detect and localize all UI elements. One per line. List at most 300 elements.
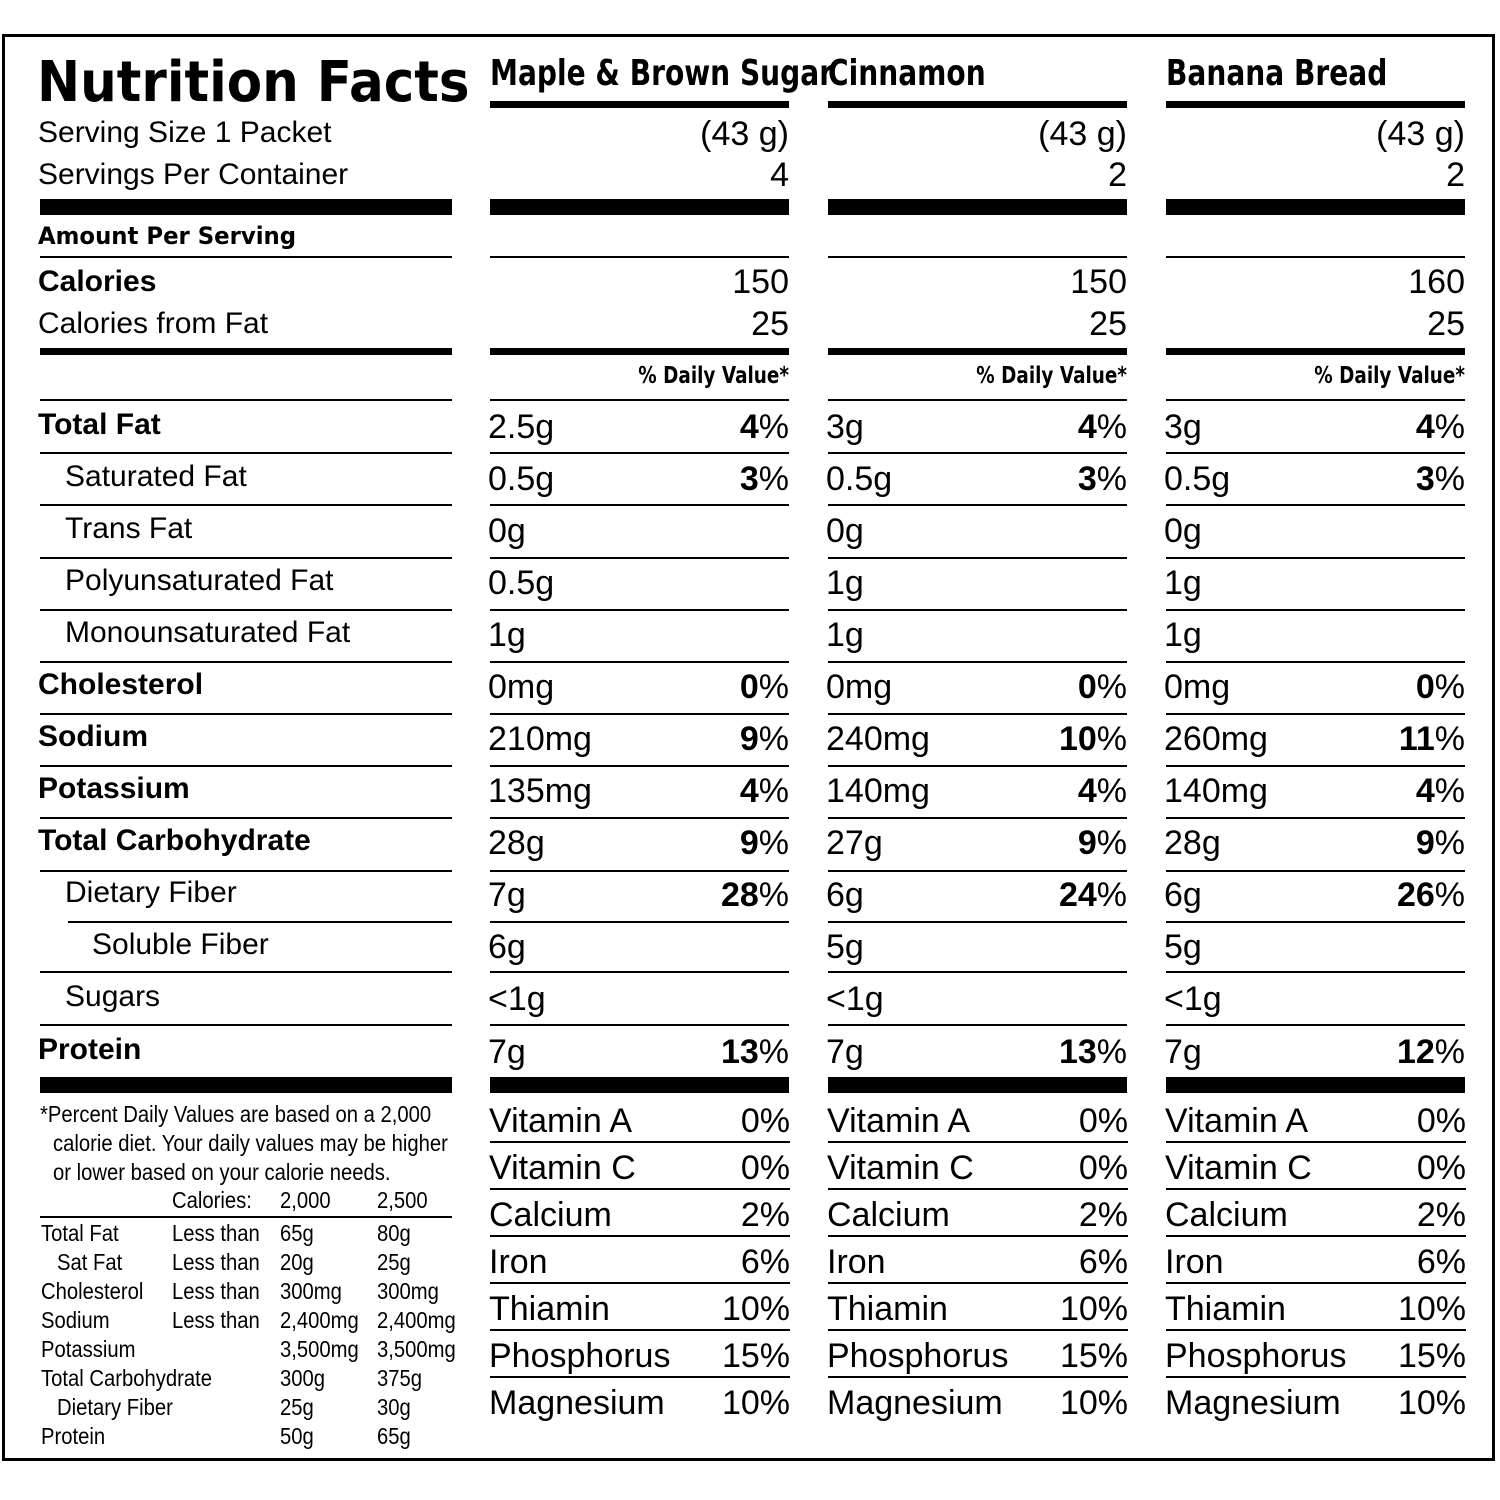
serving-size-label: Serving Size 1 Packet xyxy=(38,116,332,149)
daily-value-percent xyxy=(1166,878,1465,912)
flavor-name: Banana Bread xyxy=(1166,53,1388,94)
daily-value-percent xyxy=(490,410,789,444)
rule-line xyxy=(1166,557,1465,559)
rule-line xyxy=(828,1376,1128,1378)
nutrient-label: Polyunsaturated Fat xyxy=(65,564,334,597)
footnote-nutrient: Cholesterol xyxy=(41,1278,144,1304)
rule-line xyxy=(828,399,1127,401)
percent-sign: % xyxy=(1096,668,1127,706)
daily-value-number: 9 xyxy=(739,720,759,758)
footnote-header-cell: 2,000 xyxy=(280,1187,331,1213)
nutrient-amount: 0g xyxy=(488,512,526,550)
daily-value-percent xyxy=(828,826,1127,860)
vitamin-label: Calcium xyxy=(1165,1196,1288,1234)
vitamin-label: Vitamin A xyxy=(827,1102,971,1140)
rule-line xyxy=(1166,921,1465,923)
nutrient-label: Sugars xyxy=(65,980,161,1013)
rule-line xyxy=(1166,661,1465,663)
rule-line xyxy=(828,256,1127,258)
rule-line xyxy=(40,452,452,454)
rule-line xyxy=(490,452,789,454)
rule-line xyxy=(490,1329,790,1331)
rule-line xyxy=(40,609,452,611)
percent-sign: % xyxy=(1096,460,1127,498)
vitamin-value: 0% xyxy=(1416,1149,1466,1187)
calories-from-fat-label: Calories from Fat xyxy=(38,307,269,340)
daily-value-percent xyxy=(828,878,1127,912)
percent-sign: % xyxy=(758,668,789,706)
nutrient-amount: 7g xyxy=(826,1033,864,1071)
vitamin-label: Phosphorus xyxy=(489,1337,671,1375)
nutrient-amount: 140mg xyxy=(1164,772,1268,810)
daily-value-number: 4 xyxy=(1077,772,1097,810)
daily-value-percent xyxy=(1166,410,1465,444)
rule-line xyxy=(40,661,452,663)
footnote-header-cell: Calories: xyxy=(172,1187,252,1213)
amount-per-serving-label: Amount Per Serving xyxy=(38,222,297,250)
daily-value-percent xyxy=(1166,670,1465,704)
rule-line xyxy=(490,1188,790,1190)
footnote-value-2000: 2,400mg xyxy=(280,1307,359,1333)
footnote-qualifier: Less than xyxy=(172,1220,260,1246)
footnote-value-2500: 375g xyxy=(377,1365,423,1391)
rule-line xyxy=(828,1024,1127,1026)
nutrient-amount: 7g xyxy=(488,1033,526,1071)
rule-line xyxy=(828,557,1127,559)
nutrient-amount: 6g xyxy=(488,928,526,966)
rule-line xyxy=(40,557,452,559)
daily-value-header: % Daily Value* xyxy=(1314,363,1465,389)
calories-value: 160 xyxy=(1408,263,1465,301)
footnote-value-2500: 65g xyxy=(377,1423,411,1449)
rule-line xyxy=(40,971,452,973)
footnote-qualifier: Less than xyxy=(172,1307,260,1333)
nutrient-amount: 260mg xyxy=(1164,720,1268,758)
nutrient-label: Trans Fat xyxy=(65,512,193,545)
rule-line xyxy=(40,399,452,401)
vitamin-label: Phosphorus xyxy=(827,1337,1009,1375)
nutrient-amount: 1g xyxy=(1164,616,1202,654)
rule-line xyxy=(1166,1024,1465,1026)
nutrient-amount: 1g xyxy=(826,616,864,654)
rule-line xyxy=(828,1141,1128,1143)
footnote-nutrient: Potassium xyxy=(41,1336,136,1362)
nutrient-amount: <1g xyxy=(488,980,546,1018)
calories-value: 150 xyxy=(732,263,789,301)
daily-value-number: 9 xyxy=(739,824,759,862)
rule-line xyxy=(490,971,789,973)
percent-sign: % xyxy=(1434,824,1465,862)
rule-line xyxy=(828,921,1127,923)
medium-rule xyxy=(490,101,789,108)
vitamin-value: 10% xyxy=(1059,1384,1128,1422)
daily-value-number: 4 xyxy=(1415,772,1435,810)
thick-rule xyxy=(1166,1077,1465,1093)
footnote-value-2000: 25g xyxy=(280,1394,314,1420)
rule-line xyxy=(828,661,1127,663)
footnote-nutrient: Protein xyxy=(41,1423,106,1449)
footnote-value-2500: 3,500mg xyxy=(377,1336,456,1362)
nutrient-label: Saturated Fat xyxy=(65,460,247,493)
rule-line xyxy=(1166,765,1465,767)
daily-value-number: 0 xyxy=(1077,668,1097,706)
nutrient-amount: 5g xyxy=(1164,928,1202,966)
rule-line xyxy=(1166,1188,1466,1190)
medium-rule xyxy=(828,101,1127,108)
percent-sign: % xyxy=(1096,1033,1127,1071)
medium-rule xyxy=(1166,348,1465,355)
percent-sign: % xyxy=(758,460,789,498)
rule-line xyxy=(68,921,452,923)
vitamin-value: 15% xyxy=(1059,1337,1128,1375)
vitamin-value: 2% xyxy=(740,1196,790,1234)
vitamin-value: 0% xyxy=(1078,1102,1128,1140)
vitamin-value: 10% xyxy=(721,1290,790,1328)
footnote-nutrient: Total Fat xyxy=(41,1220,119,1246)
nutrient-amount: 2.5g xyxy=(488,408,555,446)
rule-line xyxy=(828,713,1127,715)
daily-value-number: 9 xyxy=(1415,824,1435,862)
percent-sign: % xyxy=(1434,408,1465,446)
rule-line xyxy=(828,504,1127,506)
rule-line xyxy=(1166,452,1465,454)
rule-line xyxy=(1166,1141,1466,1143)
footnote-value-2000: 3,500mg xyxy=(280,1336,359,1362)
vitamin-label: Vitamin C xyxy=(827,1149,974,1187)
daily-value-percent xyxy=(1166,722,1465,756)
daily-value-number: 12 xyxy=(1396,1033,1435,1071)
nutrient-amount: 0.5g xyxy=(488,564,555,602)
rule-line xyxy=(490,1376,790,1378)
rule-line xyxy=(828,1329,1128,1331)
rule-line xyxy=(490,609,789,611)
daily-value-number: 4 xyxy=(739,408,759,446)
rule-line xyxy=(490,504,789,506)
footnote-line: or lower based on your calorie needs. xyxy=(53,1159,391,1185)
rule-line xyxy=(490,256,789,258)
rule-line xyxy=(1166,971,1465,973)
daily-value-percent xyxy=(828,774,1127,808)
vitamin-label: Phosphorus xyxy=(1165,1337,1347,1375)
rule-line xyxy=(828,765,1127,767)
rule-line xyxy=(1166,870,1465,872)
vitamin-value: 2% xyxy=(1078,1196,1128,1234)
vitamin-value: 0% xyxy=(1078,1149,1128,1187)
rule-line xyxy=(828,1282,1128,1284)
nutrient-amount: <1g xyxy=(826,980,884,1018)
percent-sign: % xyxy=(1434,1033,1465,1071)
nutrient-amount: 135mg xyxy=(488,772,592,810)
daily-value-number: 13 xyxy=(720,1033,759,1071)
daily-value-number: 4 xyxy=(739,772,759,810)
nutrient-amount: <1g xyxy=(1164,980,1222,1018)
medium-rule xyxy=(828,348,1127,355)
daily-value-percent xyxy=(490,670,789,704)
rule-line xyxy=(828,870,1127,872)
daily-value-number: 3 xyxy=(1415,460,1435,498)
vitamin-value: 2% xyxy=(1416,1196,1466,1234)
servings-per-container-label: Servings Per Container xyxy=(38,158,349,191)
nutrient-amount: 0mg xyxy=(488,668,555,706)
daily-value-number: 4 xyxy=(1415,408,1435,446)
percent-sign: % xyxy=(1434,720,1465,758)
footnote-value-2000: 20g xyxy=(280,1249,314,1275)
percent-sign: % xyxy=(1096,772,1127,810)
nutrient-amount: 7g xyxy=(1164,1033,1202,1071)
rule-line xyxy=(40,504,452,506)
nutrient-label: Protein xyxy=(38,1033,142,1066)
footnote-value-2500: 30g xyxy=(377,1394,411,1420)
calories-label: Calories xyxy=(38,265,157,298)
vitamin-label: Thiamin xyxy=(489,1290,610,1328)
daily-value-number: 9 xyxy=(1077,824,1097,862)
rule-line xyxy=(1166,1282,1466,1284)
footnote-qualifier: Less than xyxy=(172,1249,260,1275)
thick-rule xyxy=(490,199,789,215)
daily-value-number: 28 xyxy=(720,876,759,914)
vitamin-label: Magnesium xyxy=(827,1384,1003,1422)
footnote-nutrient: Dietary Fiber xyxy=(57,1394,173,1420)
serving-weight: (43 g) xyxy=(1376,115,1465,153)
thick-rule xyxy=(490,1077,789,1093)
percent-sign: % xyxy=(758,772,789,810)
vitamin-label: Vitamin C xyxy=(1165,1149,1312,1187)
rule-line xyxy=(828,1235,1128,1237)
rule-line xyxy=(1166,399,1465,401)
daily-value-percent xyxy=(490,774,789,808)
vitamin-value: 10% xyxy=(721,1384,790,1422)
vitamin-label: Iron xyxy=(489,1243,548,1281)
percent-sign: % xyxy=(758,824,789,862)
servings-count: 2 xyxy=(1446,156,1465,194)
percent-sign: % xyxy=(758,876,789,914)
nutrient-label: Cholesterol xyxy=(38,668,204,701)
medium-rule xyxy=(1166,101,1465,108)
footnote-qualifier: Less than xyxy=(172,1278,260,1304)
nutrient-amount: 28g xyxy=(1164,824,1221,862)
daily-value-number: 11 xyxy=(1398,720,1435,758)
rule-line xyxy=(1166,256,1465,258)
rule-line xyxy=(40,765,452,767)
rule-line xyxy=(828,452,1127,454)
daily-value-number: 0 xyxy=(1415,668,1435,706)
daily-value-number: 4 xyxy=(1077,408,1097,446)
nutrient-amount: 0g xyxy=(1164,512,1202,550)
vitamin-value: 6% xyxy=(1078,1243,1128,1281)
daily-value-percent xyxy=(490,462,789,496)
vitamin-label: Calcium xyxy=(827,1196,950,1234)
daily-value-number: 26 xyxy=(1396,876,1435,914)
nutrient-amount: 1g xyxy=(1164,564,1202,602)
percent-sign: % xyxy=(1434,668,1465,706)
rule-line xyxy=(490,921,789,923)
footnote-value-2500: 300mg xyxy=(377,1278,439,1304)
nutrient-label: Potassium xyxy=(38,772,190,805)
daily-value-percent xyxy=(490,722,789,756)
daily-value-percent xyxy=(490,878,789,912)
percent-sign: % xyxy=(758,720,789,758)
rule-line xyxy=(490,1024,789,1026)
calories-from-fat-value: 25 xyxy=(751,305,789,343)
rule-line xyxy=(828,609,1127,611)
nutrient-amount: 0mg xyxy=(1164,668,1231,706)
rule-line xyxy=(1166,1235,1466,1237)
vitamin-value: 10% xyxy=(1059,1290,1128,1328)
calories-from-fat-value: 25 xyxy=(1427,305,1465,343)
nutrient-amount: 1g xyxy=(488,616,526,654)
servings-count: 2 xyxy=(1108,156,1127,194)
rule-line xyxy=(40,1216,452,1218)
flavor-name: Cinnamon xyxy=(828,53,986,94)
percent-sign: % xyxy=(1096,720,1127,758)
footnote-value-2000: 65g xyxy=(280,1220,314,1246)
rule-line xyxy=(40,1024,452,1026)
daily-value-number: 24 xyxy=(1058,876,1097,914)
nutrient-amount: 6g xyxy=(1164,876,1202,914)
footnote-nutrient: Total Carbohydrate xyxy=(41,1365,213,1391)
percent-sign: % xyxy=(1096,824,1127,862)
nutrient-amount: 240mg xyxy=(826,720,930,758)
calories-value: 150 xyxy=(1070,263,1127,301)
vitamin-label: Iron xyxy=(1165,1243,1224,1281)
nutrient-amount: 27g xyxy=(826,824,883,862)
nutrient-amount: 1g xyxy=(826,564,864,602)
rule-line xyxy=(40,256,452,258)
daily-value-number: 0 xyxy=(739,668,759,706)
serving-weight: (43 g) xyxy=(1038,115,1127,153)
footnote-value-2500: 25g xyxy=(377,1249,411,1275)
nutrient-amount: 3g xyxy=(1164,408,1202,446)
rule-line xyxy=(40,713,452,715)
nutrient-amount: 140mg xyxy=(826,772,930,810)
rule-line xyxy=(1166,504,1465,506)
footnote-nutrient: Sat Fat xyxy=(57,1249,123,1275)
vitamin-label: Vitamin A xyxy=(1165,1102,1309,1140)
vitamin-value: 6% xyxy=(740,1243,790,1281)
daily-value-percent xyxy=(828,670,1127,704)
nutrient-label: Total Carbohydrate xyxy=(38,824,311,857)
daily-value-percent xyxy=(1166,1035,1465,1069)
percent-sign: % xyxy=(1096,876,1127,914)
nutrient-amount: 0mg xyxy=(826,668,893,706)
footnote-nutrient: Sodium xyxy=(41,1307,110,1333)
nutrient-amount: 0g xyxy=(826,512,864,550)
rule-line xyxy=(1166,713,1465,715)
footnote-value-2000: 50g xyxy=(280,1423,314,1449)
rule-line xyxy=(40,870,452,872)
nutrient-amount: 0.5g xyxy=(488,460,555,498)
vitamin-label: Iron xyxy=(827,1243,886,1281)
rule-line xyxy=(1166,817,1465,819)
nutrient-amount: 6g xyxy=(826,876,864,914)
thick-rule xyxy=(40,1077,452,1093)
vitamin-value: 0% xyxy=(740,1149,790,1187)
thick-rule xyxy=(1166,199,1465,215)
rule-line xyxy=(828,971,1127,973)
rule-line xyxy=(490,399,789,401)
flavor-name: Maple & Brown Sugar xyxy=(490,53,834,94)
serving-weight: (43 g) xyxy=(700,115,789,153)
footnote-line: *Percent Daily Values are based on a 2,000 xyxy=(40,1101,432,1127)
nutrient-amount: 0.5g xyxy=(1164,460,1231,498)
rule-line xyxy=(40,817,452,819)
percent-sign: % xyxy=(1434,772,1465,810)
footnote-value-2500: 2,400mg xyxy=(377,1307,456,1333)
vitamin-value: 15% xyxy=(1397,1337,1466,1375)
rule-line xyxy=(828,817,1127,819)
thick-rule xyxy=(828,199,1127,215)
footnote-value-2000: 300mg xyxy=(280,1278,342,1304)
vitamin-label: Calcium xyxy=(489,1196,612,1234)
nutrient-amount: 5g xyxy=(826,928,864,966)
daily-value-percent xyxy=(1166,826,1465,860)
vitamin-label: Magnesium xyxy=(1165,1384,1341,1422)
nutrient-amount: 3g xyxy=(826,408,864,446)
footnote-value-2500: 80g xyxy=(377,1220,411,1246)
daily-value-percent xyxy=(490,826,789,860)
thick-rule xyxy=(40,199,452,215)
daily-value-header: % Daily Value* xyxy=(638,363,789,389)
rule-line xyxy=(828,1188,1128,1190)
nutrient-label: Total Fat xyxy=(38,408,161,441)
vitamin-label: Vitamin C xyxy=(489,1149,636,1187)
nutrient-amount: 28g xyxy=(488,824,545,862)
servings-count: 4 xyxy=(770,156,789,194)
daily-value-header: % Daily Value* xyxy=(976,363,1127,389)
footnote-header-cell: 2,500 xyxy=(377,1187,428,1213)
percent-sign: % xyxy=(1434,460,1465,498)
rule-line xyxy=(490,870,789,872)
daily-value-percent xyxy=(828,1035,1127,1069)
percent-sign: % xyxy=(1434,876,1465,914)
rule-line xyxy=(490,1141,790,1143)
daily-value-percent xyxy=(1166,462,1465,496)
daily-value-percent xyxy=(1166,774,1465,808)
vitamin-label: Thiamin xyxy=(827,1290,948,1328)
percent-sign: % xyxy=(758,1033,789,1071)
nutrient-amount: 210mg xyxy=(488,720,592,758)
footnote-value-2000: 300g xyxy=(280,1365,326,1391)
rule-line xyxy=(490,1235,790,1237)
vitamin-value: 0% xyxy=(1416,1102,1466,1140)
medium-rule xyxy=(490,348,789,355)
vitamin-value: 6% xyxy=(1416,1243,1466,1281)
rule-line xyxy=(490,713,789,715)
rule-line xyxy=(490,817,789,819)
vitamin-value: 15% xyxy=(721,1337,790,1375)
calories-from-fat-value: 25 xyxy=(1089,305,1127,343)
rule-line xyxy=(490,1282,790,1284)
daily-value-percent xyxy=(828,722,1127,756)
footnote-line: calorie diet. Your daily values may be higher xyxy=(53,1130,448,1156)
vitamin-label: Vitamin A xyxy=(489,1102,633,1140)
medium-rule xyxy=(40,348,452,355)
vitamin-label: Magnesium xyxy=(489,1384,665,1422)
daily-value-percent xyxy=(490,1035,789,1069)
daily-value-percent xyxy=(828,462,1127,496)
rule-line xyxy=(1166,1376,1466,1378)
vitamin-value: 0% xyxy=(740,1102,790,1140)
vitamin-value: 10% xyxy=(1397,1384,1466,1422)
rule-line xyxy=(490,557,789,559)
nutrition-facts-title: Nutrition Facts xyxy=(37,50,470,115)
percent-sign: % xyxy=(758,408,789,446)
rule-line xyxy=(490,765,789,767)
daily-value-number: 3 xyxy=(739,460,759,498)
daily-value-number: 3 xyxy=(1077,460,1097,498)
daily-value-number: 10 xyxy=(1058,720,1097,758)
rule-line xyxy=(490,661,789,663)
